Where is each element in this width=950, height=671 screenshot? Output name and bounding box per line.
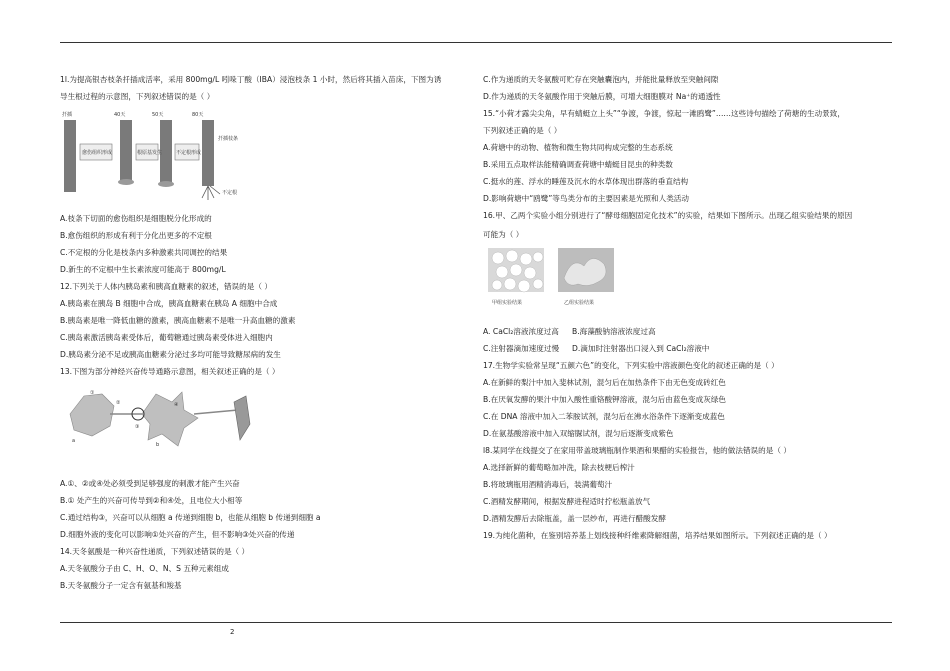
q16-option-c: C.注射器滴加速度过慢: [483, 344, 560, 353]
q16-option-d: D.滴加时注射器出口浸入到 CaCl₂溶液中: [572, 344, 710, 353]
neuron-b-body: [142, 392, 198, 446]
axon-b: [194, 410, 238, 414]
q11-stem-line2: 导生根过程的示意图，下列叙述错误的是（ ）: [60, 92, 215, 101]
q18-option-a: A.选择新鲜的葡萄略加冲洗，除去枝梗后榨汁: [483, 463, 635, 472]
q12-option-b: B.胰岛素是唯一降低血糖的激素，胰高血糖素不是唯一升高血糖的激素: [60, 316, 296, 325]
stage-label-2: 根原基发生: [137, 150, 163, 156]
marker-3: ③: [135, 424, 140, 430]
stem-cutting-1: [64, 120, 76, 192]
marker-4: ④: [174, 402, 179, 408]
q12-option-d: D.胰岛素分泌不足或胰高血糖素分泌过多均可能导致糖尿病的发生: [60, 350, 281, 359]
q17-option-c: C.在 DNA 溶液中加入二苯胺试剂，混匀后在沸水浴条件下逐渐变成蓝色: [483, 412, 725, 421]
marker-1: ①: [90, 390, 95, 396]
q17-option-b: B.在厌氧发酵的果汁中加入酸性重铬酸钾溶液，混匀后由蓝色变成灰绿色: [483, 395, 727, 404]
cell-label-b: b: [156, 442, 160, 448]
group-a-caption: 甲组实验结果: [492, 300, 523, 306]
q16-option-b: B.海藻酸钠溶液浓度过高: [572, 327, 656, 336]
stem-cutting-2: [120, 120, 132, 180]
neuron-a-body: [70, 394, 114, 436]
q15-option-b: B.采用五点取样法能精确调查荷塘中蜻蜓目昆虫的种类数: [483, 160, 673, 169]
q14-stem: 14.天冬氨酸是一种兴奋性递质，下列叙述错误的是（ ）: [60, 547, 250, 556]
q13-option-d: D.细胞外液的变化可以影响①处兴奋的产生，但不影响③处兴奋的传递: [60, 530, 295, 539]
header-rule: [60, 42, 892, 43]
q15-stem-line1: 15.“小荷才露尖尖角，早有蜻蜓立上头”“争渡，争渡，惊起一滩鸥鹭”……这些诗句描绘了荷塘的生动景致，: [483, 109, 845, 118]
q18-stem: l8.某同学在线提交了在家用带盖玻璃瓶制作果酒和果醋的实验报告，他的做法错误的是（ ）: [483, 446, 791, 455]
q18-option-d: D.酒精发酵后去除瓶盖，盖一层纱布，再进行醋酸发酵: [483, 514, 666, 523]
q19-stem: 19.为纯化菌种，在鉴别培养基上划线接种纤维素降解细菌，培养结果如图所示。下列叙述正确的是（ ）: [483, 531, 832, 540]
q12-option-a: A.胰岛素在胰岛 B 细胞中合成，胰高血糖素在胰岛 A 细胞中合成: [60, 299, 278, 308]
q14-option-b: B.天冬氨酸分子一定含有氨基和羧基: [60, 581, 182, 590]
q18-option-b: B.将玻璃瓶用酒精消毒后，装满葡萄汁: [483, 480, 613, 489]
cell-label-a: a: [72, 438, 76, 444]
q13-neuron-figure: [60, 384, 260, 452]
marker-2: ②: [116, 400, 121, 406]
fig-label-start: 扦插: [62, 112, 73, 118]
q16-bead-figure: [488, 248, 618, 312]
q16-option-a: A. CaCl₂溶液浓度过高: [483, 327, 559, 336]
footer-rule: [60, 622, 892, 623]
q13-stem: 13.下图为部分神经兴奋传导通路示意图，相关叙述正确的是（ ）: [60, 367, 280, 376]
q13-option-a: A.①、②或④处必须受到足够强度的刺激才能产生兴奋: [60, 479, 240, 488]
q15-option-c: C.挺水的莲、浮水的睡莲及沉水的水草体现出群落的垂直结构: [483, 177, 689, 186]
q13-option-b: B.① 处产生的兴奋可传导到②和④处，且电位大小相等: [60, 496, 243, 505]
q14-option-d: D.作为递质的天冬氨酸作用于突触后膜，可增大细胞膜对 Na⁺的通透性: [483, 92, 721, 101]
q15-option-d: D.影响荷塘中“鸥鹭”等鸟类分布的主要因素是光照和人类活动: [483, 194, 689, 203]
page-number: 2: [230, 628, 235, 636]
group-b-caption: 乙组实验结果: [564, 300, 595, 306]
q12-option-c: C.胰岛素激活胰岛素受体后，葡萄糖通过胰岛素受体进入细胞内: [60, 333, 273, 342]
q11-option-b: B.愈伤组织的形成有利于分化出更多的不定根: [60, 231, 212, 240]
fig-label-80d: 80天: [192, 112, 204, 118]
adventitious-roots: [202, 186, 220, 200]
q17-option-d: D.在氨基酸溶液中加入双缩脲试剂，混匀后逐渐变成紫色: [483, 429, 674, 438]
callus-1: [118, 179, 134, 185]
root-label-2: 不定根: [222, 190, 238, 196]
q11-stem-line1: 1l.为提高银杏枝条扦插成活率，采用 800mg/L 吲哚丁酸（IBA）浸泡枝条 1 小时，然后将其插入苗床，下图为诱: [60, 75, 442, 84]
q11-rooting-figure: [60, 110, 250, 202]
fig-label-50d: 50天: [152, 112, 164, 118]
stage-label-1: 愈伤组织形成: [82, 150, 113, 156]
fig-label-40d: 40天: [114, 112, 126, 118]
stage-label-3: 不定根形成: [176, 150, 202, 156]
q15-stem-line2: 下列叙述正确的是（ ）: [483, 126, 562, 135]
q17-stem: 17.生物学实验常呈现“五颜六色”的变化，下列实验中溶液颜色变化的叙述正确的是（ ）: [483, 361, 779, 370]
q12-stem: 12.下列关于人体内胰岛素和胰高血糖素的叙述，错误的是（ ）: [60, 282, 272, 291]
q17-option-a: A.在新鲜的梨汁中加入斐林试剂，混匀后在加热条件下由无色变成砖红色: [483, 378, 726, 387]
q13-option-c: C.通过结构③，兴奋可以从细胞 a 传递到细胞 b，也能从细胞 b 传递到细胞 a: [60, 513, 321, 522]
q16-stem-line1: 16.甲、乙两个实验小组分别进行了“酵母细胞固定化技术”的实验，结果如下图所示。出现乙组实验结果的原因: [483, 211, 853, 220]
q14-option-c: C.作为递质的天冬氨酸可贮存在突触囊泡内，并能批量释放至突触间隙: [483, 75, 719, 84]
effector: [234, 396, 250, 440]
callus-2: [158, 181, 174, 187]
q14-option-a: A.天冬氨酸分子由 C、H、O、N、S 五种元素组成: [60, 564, 229, 573]
q15-option-a: A.荷塘中的动物、植物和微生物共同构成完整的生态系统: [483, 143, 673, 152]
q11-option-d: D.新生的不定根中生长素浓度可能高于 800mg/L: [60, 265, 226, 274]
q16-stem-line2: 可能为（ ）: [483, 230, 524, 239]
stem-cutting-4: [202, 120, 214, 186]
q11-option-a: A.枝条下切面的愈伤组织是细胞脱分化形成的: [60, 214, 212, 223]
q11-option-c: C.不定根的分化是枝条内多种激素共同调控的结果: [60, 248, 228, 257]
root-label-1: 扦插枝条: [218, 136, 239, 142]
q18-option-c: C.酒精发酵期间，根据发酵进程适时拧松瓶盖放气: [483, 497, 651, 506]
